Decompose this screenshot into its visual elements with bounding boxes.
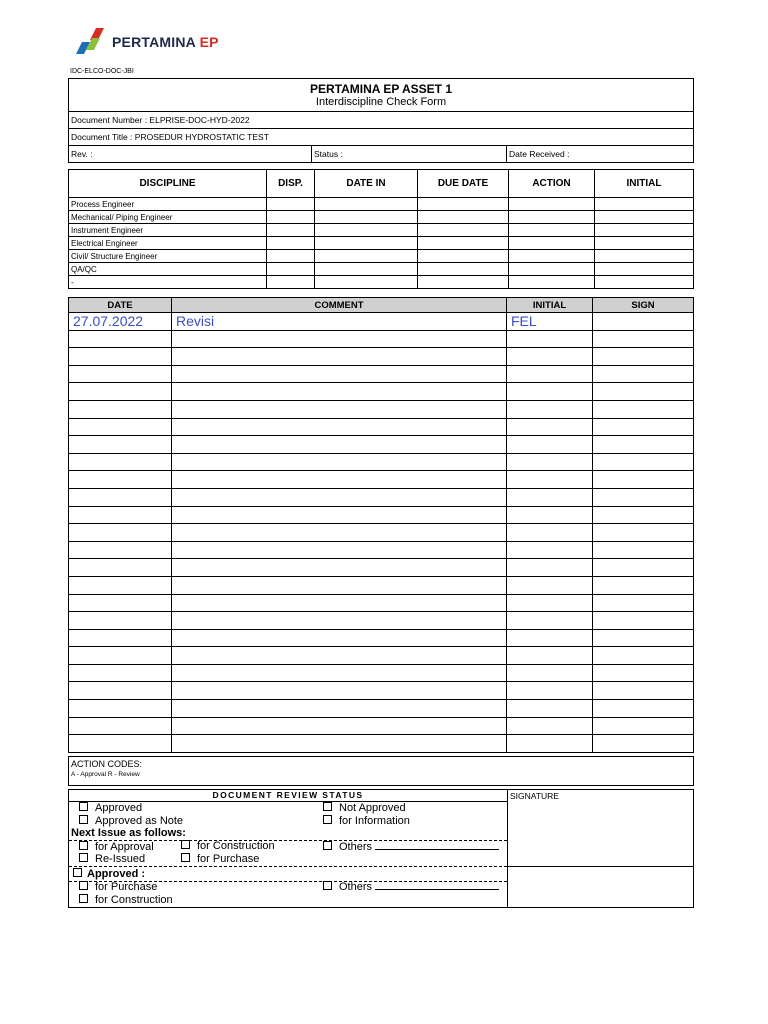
comment-initial[interactable]: [507, 612, 593, 630]
action-codes-list: A - Approval R - Review: [71, 771, 140, 778]
cell[interactable]: [315, 263, 418, 276]
document-review-status: [68, 789, 694, 908]
cell[interactable]: [595, 263, 694, 276]
checkbox-icon: [79, 894, 88, 903]
cell[interactable]: [315, 250, 418, 263]
comment-sign[interactable]: [593, 383, 694, 401]
comment-initial[interactable]: [507, 471, 593, 489]
comment-initial[interactable]: [507, 664, 593, 682]
comment-date[interactable]: [69, 664, 172, 682]
comment-text[interactable]: [172, 524, 507, 542]
cell[interactable]: [595, 224, 694, 237]
comment-row: [69, 506, 694, 524]
cell[interactable]: [595, 198, 694, 211]
comment-text[interactable]: [172, 471, 507, 489]
comment-sign[interactable]: [593, 700, 694, 718]
cell[interactable]: [509, 224, 595, 237]
discipline-name: Electrical Engineer: [69, 237, 267, 250]
comment-sign[interactable]: [593, 488, 694, 506]
comment-initial[interactable]: FEL: [507, 313, 593, 331]
comment-date[interactable]: [69, 629, 172, 647]
cell[interactable]: [595, 250, 694, 263]
comment-initial[interactable]: [507, 735, 593, 753]
comment-initial[interactable]: [507, 524, 593, 542]
comment-sign[interactable]: [593, 612, 694, 630]
comment-row: [69, 383, 694, 401]
comment-text[interactable]: [172, 594, 507, 612]
comment-initial[interactable]: [507, 365, 593, 383]
comment-row: [69, 612, 694, 630]
checkbox-icon: [323, 881, 332, 890]
cell[interactable]: [315, 211, 418, 224]
comment-sign[interactable]: [593, 717, 694, 735]
comment-date[interactable]: [69, 365, 172, 383]
approved-checkbox[interactable]: Approved: [79, 802, 142, 814]
cell[interactable]: [418, 237, 509, 250]
col-date: DATE: [69, 298, 172, 313]
comment-initial[interactable]: [507, 400, 593, 418]
col-comment: COMMENT: [172, 298, 507, 313]
cell[interactable]: [418, 211, 509, 224]
pertamina-logo-icon: [70, 26, 110, 56]
comment-text[interactable]: [172, 629, 507, 647]
for-information-checkbox[interactable]: for Information: [323, 815, 410, 827]
col-discipline: DISCIPLINE: [69, 170, 267, 198]
comment-row: [69, 700, 694, 718]
discipline-name: -: [69, 276, 267, 289]
col-disp: DISP.: [267, 170, 315, 198]
discipline-name: Civil/ Structure Engineer: [69, 250, 267, 263]
comment-date[interactable]: [69, 400, 172, 418]
re-issued-checkbox[interactable]: Re-Issued: [79, 853, 145, 865]
cell[interactable]: [267, 263, 315, 276]
cell[interactable]: [509, 263, 595, 276]
comment-sign[interactable]: [593, 436, 694, 454]
col-due-date: DUE DATE: [418, 170, 509, 198]
signature-label: SIGNATURE: [510, 791, 559, 801]
comment-row: [69, 313, 694, 331]
col-date-in: DATE IN: [315, 170, 418, 198]
action-codes-label: ACTION CODES:: [71, 759, 143, 769]
discipline-row: [69, 198, 694, 211]
comment-initial[interactable]: [507, 348, 593, 366]
comment-row: [69, 682, 694, 700]
cell[interactable]: [418, 198, 509, 211]
col-action: ACTION: [509, 170, 595, 198]
cell[interactable]: [418, 250, 509, 263]
cell[interactable]: [267, 250, 315, 263]
for-approval-checkbox[interactable]: for Approval: [79, 841, 154, 853]
comment-sign[interactable]: [593, 453, 694, 471]
comment-text[interactable]: [172, 330, 507, 348]
comment-date[interactable]: [69, 436, 172, 454]
comment-initial[interactable]: [507, 559, 593, 577]
review-heading: DOCUMENT REVIEW STATUS: [69, 790, 507, 802]
comment-text[interactable]: [172, 664, 507, 682]
cell[interactable]: [509, 198, 595, 211]
cell[interactable]: [315, 276, 418, 289]
form-title-cell: [69, 79, 694, 112]
cell[interactable]: [315, 198, 418, 211]
form-title: PERTAMINA EP ASSET 1: [309, 82, 453, 96]
date-received-field[interactable]: Date Received :: [507, 146, 694, 163]
comment-sign[interactable]: [593, 506, 694, 524]
comment-sign[interactable]: [593, 471, 694, 489]
checkbox-icon: [73, 868, 82, 877]
comment-text[interactable]: [172, 717, 507, 735]
comment-date[interactable]: [69, 418, 172, 436]
comment-date[interactable]: 27.07.2022: [69, 313, 172, 331]
comment-initial[interactable]: [507, 541, 593, 559]
status-field[interactable]: Status :: [312, 146, 507, 163]
comment-text[interactable]: [172, 647, 507, 665]
comment-text[interactable]: [172, 418, 507, 436]
comment-initial[interactable]: [507, 488, 593, 506]
comment-date[interactable]: [69, 348, 172, 366]
checkbox-icon: [79, 815, 88, 824]
comment-sign[interactable]: [593, 559, 694, 577]
comment-sign[interactable]: [593, 682, 694, 700]
comment-row: [69, 594, 694, 612]
discipline-name: QA/QC: [69, 263, 267, 276]
discipline-row: [69, 263, 694, 276]
comment-sign[interactable]: [593, 365, 694, 383]
comment-row: [69, 735, 694, 753]
comment-initial[interactable]: [507, 436, 593, 454]
cell[interactable]: [509, 250, 595, 263]
discipline-name: Mechanical/ Piping Engineer: [69, 211, 267, 224]
comment-initial[interactable]: [507, 418, 593, 436]
comment-text[interactable]: [172, 700, 507, 718]
comment-initial[interactable]: [507, 594, 593, 612]
comment-row: [69, 576, 694, 594]
col-sign: SIGN: [593, 298, 694, 313]
comment-row: [69, 418, 694, 436]
comment-initial[interactable]: [507, 700, 593, 718]
discipline-name: Process Engineer: [69, 198, 267, 211]
checkbox-icon: [181, 853, 190, 862]
comment-sign[interactable]: [593, 576, 694, 594]
checkbox-icon: [323, 841, 332, 850]
comment-row: [69, 717, 694, 735]
comment-text[interactable]: [172, 541, 507, 559]
cell[interactable]: [418, 276, 509, 289]
cell[interactable]: [595, 237, 694, 250]
comment-row: [69, 629, 694, 647]
approved-for-purchase-checkbox[interactable]: for Purchase: [79, 881, 157, 893]
checkbox-icon: [181, 840, 190, 849]
form-subtitle: Interdiscipline Check Form: [315, 96, 447, 108]
comment-text[interactable]: [172, 348, 507, 366]
comment-row: [69, 436, 694, 454]
discipline-row: [69, 276, 694, 289]
comment-date[interactable]: [69, 453, 172, 471]
comment-initial[interactable]: [507, 506, 593, 524]
comment-table: [68, 297, 694, 753]
comment-date[interactable]: [69, 647, 172, 665]
comment-date[interactable]: [69, 612, 172, 630]
comment-initial[interactable]: [507, 576, 593, 594]
comment-sign[interactable]: [593, 629, 694, 647]
comment-date[interactable]: [69, 471, 172, 489]
discipline-name: Instrument Engineer: [69, 224, 267, 237]
comment-text[interactable]: [172, 488, 507, 506]
comment-sign[interactable]: [593, 541, 694, 559]
comment-row: [69, 365, 694, 383]
comment-text[interactable]: [172, 559, 507, 577]
comment-date[interactable]: [69, 576, 172, 594]
cell[interactable]: [315, 237, 418, 250]
cell[interactable]: [267, 198, 315, 211]
col-initial: INITIAL: [507, 298, 593, 313]
comment-date[interactable]: [69, 735, 172, 753]
discipline-row: [69, 237, 694, 250]
comment-row: [69, 541, 694, 559]
comment-text[interactable]: [172, 506, 507, 524]
cell[interactable]: [267, 276, 315, 289]
comment-text[interactable]: [172, 400, 507, 418]
rev-field[interactable]: Rev. :: [69, 146, 312, 163]
comment-initial[interactable]: [507, 453, 593, 471]
comment-row: [69, 453, 694, 471]
comment-date[interactable]: [69, 559, 172, 577]
comment-date[interactable]: [69, 541, 172, 559]
comment-text[interactable]: [172, 735, 507, 753]
cell[interactable]: [267, 224, 315, 237]
cell[interactable]: [267, 211, 315, 224]
header-table: [68, 78, 694, 163]
approved-others-checkbox[interactable]: Others: [323, 880, 499, 893]
comment-row: [69, 488, 694, 506]
checkbox-icon: [79, 881, 88, 890]
comment-date[interactable]: [69, 488, 172, 506]
comment-initial[interactable]: [507, 682, 593, 700]
others-checkbox[interactable]: Others: [323, 840, 499, 853]
comment-date[interactable]: [69, 717, 172, 735]
discipline-row: [69, 250, 694, 263]
cell[interactable]: [509, 276, 595, 289]
approved-for-construction-checkbox[interactable]: for Construction: [79, 894, 173, 906]
cell[interactable]: [315, 224, 418, 237]
not-approved-checkbox[interactable]: Not Approved: [323, 802, 406, 814]
cell[interactable]: [418, 263, 509, 276]
comment-initial[interactable]: [507, 717, 593, 735]
comment-initial[interactable]: [507, 647, 593, 665]
comment-row: [69, 647, 694, 665]
comment-sign[interactable]: [593, 330, 694, 348]
comment-text[interactable]: [172, 365, 507, 383]
comment-sign[interactable]: [593, 664, 694, 682]
checkbox-icon: [79, 853, 88, 862]
discipline-row: [69, 224, 694, 237]
comment-row: [69, 664, 694, 682]
for-construction-checkbox[interactable]: for Construction: [181, 840, 275, 852]
cell[interactable]: [509, 237, 595, 250]
logo-text: PERTAMINA EP: [112, 34, 219, 50]
checkbox-icon: [323, 802, 332, 811]
checkbox-icon: [79, 802, 88, 811]
comment-sign[interactable]: [593, 647, 694, 665]
comment-date[interactable]: [69, 594, 172, 612]
doc-ref: IDC-ELCO-DOC-JBI: [70, 68, 134, 75]
approved-as-note-checkbox[interactable]: Approved as Note: [79, 815, 183, 827]
comment-sign[interactable]: [593, 594, 694, 612]
others-input[interactable]: [375, 840, 499, 850]
discipline-table: [68, 169, 694, 289]
comment-initial[interactable]: [507, 629, 593, 647]
discipline-row: [69, 211, 694, 224]
next-issue-heading: Next Issue as follows:: [71, 827, 186, 839]
comment-date[interactable]: [69, 524, 172, 542]
comment-date[interactable]: [69, 383, 172, 401]
comment-initial[interactable]: [507, 383, 593, 401]
comment-sign[interactable]: [593, 400, 694, 418]
comment-sign[interactable]: [593, 735, 694, 753]
checkbox-icon: [79, 841, 88, 850]
comment-text[interactable]: [172, 612, 507, 630]
comment-date[interactable]: [69, 700, 172, 718]
comment-text[interactable]: [172, 436, 507, 454]
cell[interactable]: [595, 211, 694, 224]
comment-date[interactable]: [69, 506, 172, 524]
comment-row: [69, 524, 694, 542]
checkbox-icon: [323, 815, 332, 824]
comment-initial[interactable]: [507, 330, 593, 348]
comment-text[interactable]: [172, 453, 507, 471]
comment-date[interactable]: [69, 682, 172, 700]
approved-heading-checkbox[interactable]: Approved :: [73, 868, 145, 880]
comment-row: [69, 348, 694, 366]
comment-row: [69, 559, 694, 577]
comment-text[interactable]: Revisi: [172, 313, 507, 331]
comment-sign[interactable]: [593, 348, 694, 366]
cell[interactable]: [509, 211, 595, 224]
cell[interactable]: [595, 276, 694, 289]
cell[interactable]: [267, 237, 315, 250]
col-initial: INITIAL: [595, 170, 694, 198]
document-number: Document Number : ELPRISE-DOC-HYD-2022: [69, 112, 694, 129]
comment-date[interactable]: [69, 330, 172, 348]
comment-sign[interactable]: [593, 313, 694, 331]
action-codes-box: [68, 756, 694, 786]
document-title: Document Title : PROSEDUR HYDROSTATIC TEST: [69, 129, 694, 146]
comment-row: [69, 400, 694, 418]
comment-row: [69, 330, 694, 348]
approved-others-input[interactable]: [375, 880, 499, 890]
comment-text[interactable]: [172, 682, 507, 700]
cell[interactable]: [418, 224, 509, 237]
comment-row: [69, 471, 694, 489]
comment-text[interactable]: [172, 383, 507, 401]
comment-sign[interactable]: [593, 524, 694, 542]
for-purchase-checkbox[interactable]: for Purchase: [181, 853, 259, 865]
comment-sign[interactable]: [593, 418, 694, 436]
comment-text[interactable]: [172, 576, 507, 594]
